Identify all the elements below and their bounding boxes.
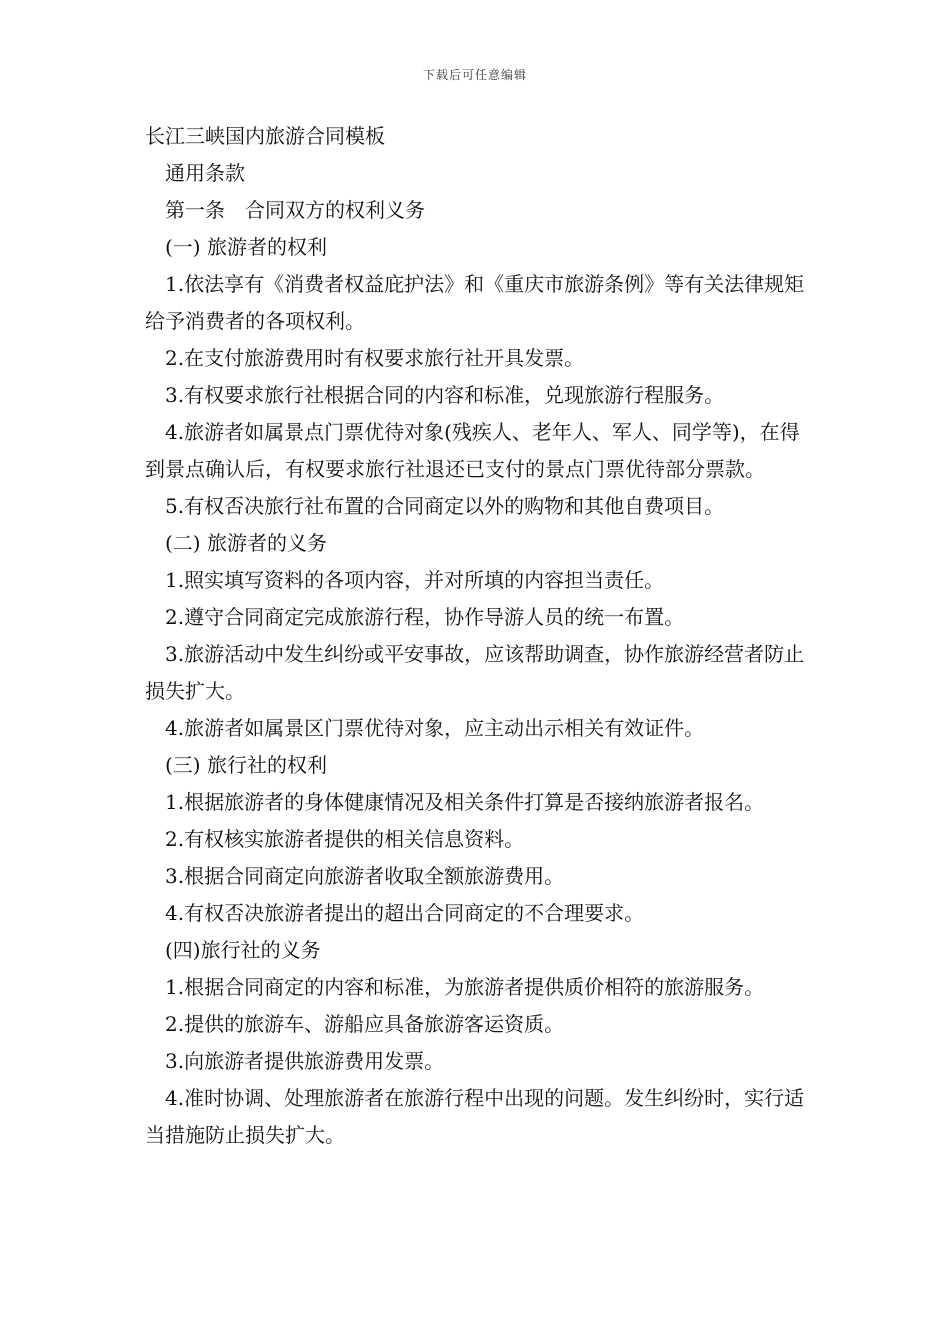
subsection-heading: (一) 旅游者的权利 [165,235,327,259]
article-heading: 第一条 合同双方的权利义务 [165,198,425,222]
paragraph: 1.依法享有《消费者权益庇护法》和《重庆市旅游条例》等有关法律规矩给予消费者的各项权利。 [145,272,805,333]
paragraph: 4.准时协调、处理旅游者在旅游行程中出现的问题。发生纠纷时，实行适当措施防止损失扩大。 [145,1086,805,1147]
paragraph: 4.旅游者如属景区门票优待对象，应主动出示相关有效证件。 [165,716,705,740]
paragraph: 2.有权核实旅游者提供的相关信息资料。 [165,827,525,851]
subsection-heading: (四)旅行社的义务 [165,938,321,962]
subsection-heading: (二) 旅游者的义务 [165,531,327,555]
header-note: 下载后可任意编辑 [422,68,527,82]
paragraph: 2.遵守合同商定完成旅游行程，协作导游人员的统一布置。 [165,605,685,629]
paragraph: 1.照实填写资料的各项内容，并对所填的内容担当责任。 [165,568,665,592]
document-title: 长江三峡国内旅游合同模板 [145,124,385,148]
document-body [145,118,815,1154]
paragraph: 3.向旅游者提供旅游费用发票。 [165,1049,445,1073]
section-heading: 通用条款 [165,161,245,185]
paragraph: 2.提供的旅游车、游船应具备旅游客运资质。 [165,1012,565,1036]
paragraph: 1.根据合同商定的内容和标准，为旅游者提供质价相符的旅游服务。 [165,975,765,999]
paragraph: 3.有权要求旅行社根据合同的内容和标准，兑现旅游行程服务。 [165,383,725,407]
subsection-heading: (三) 旅行社的权利 [165,753,327,777]
paragraph: 2.在支付旅游费用时有权要求旅行社开具发票。 [165,346,585,370]
paragraph: 1.根据旅游者的身体健康情况及相关条件打算是否接纳旅游者报名。 [165,790,765,814]
paragraph: 3.旅游活动中发生纠纷或平安事故，应该帮助调查，协作旅游经营者防止损失扩大。 [145,642,805,703]
paragraph: 3.根据合同商定向旅游者收取全额旅游费用。 [165,864,565,888]
paragraph: 4.旅游者如属景点门票优待对象(残疾人、老年人、军人、同学等)，在得到景点确认后，有权要求旅行社退还已支付的景点门票优待部分票款。 [145,420,800,481]
paragraph: 4.有权否决旅游者提出的超出合同商定的不合理要求。 [165,901,645,925]
paragraph: 5.有权否决旅行社布置的合同商定以外的购物和其他自费项目。 [165,494,725,518]
